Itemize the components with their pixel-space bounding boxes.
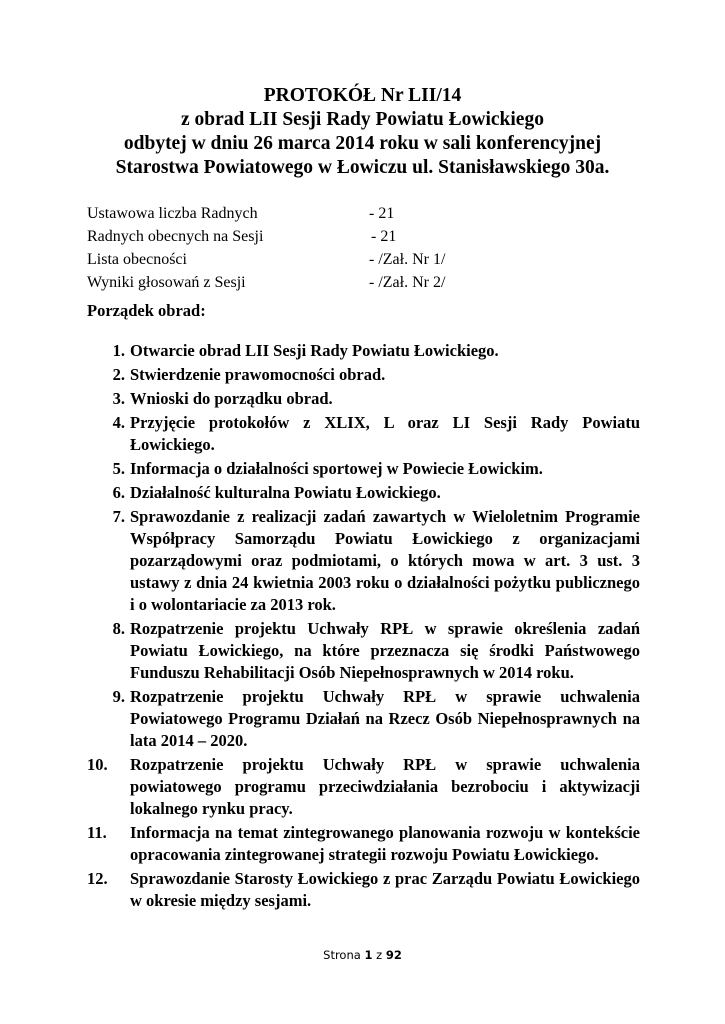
footer-middle: z — [376, 948, 383, 962]
agenda-item — [87, 482, 640, 504]
agenda-item-text: Informacja o działalności sportowej w Powiecie Łowickim. — [130, 459, 543, 478]
agenda-item — [87, 506, 640, 616]
info-label: Wyniki głosowań z Sesji — [87, 274, 246, 291]
footer-total-pages: 92 — [385, 948, 402, 962]
agenda-item-number: 12. — [87, 869, 108, 888]
agenda-item-number: 9. — [112, 687, 125, 706]
agenda-item-text: Wnioski do porządku obrad. — [130, 389, 333, 408]
agenda-item — [87, 388, 640, 410]
agenda-item-text: Przyjęcie protokołów z XLIX, L oraz LI Sesji Rady Powiatu Łowickiego. — [130, 413, 640, 454]
agenda-item — [87, 412, 640, 456]
agenda-item-text: Sprawozdanie Starosty Łowickiego z prac Zarządu Powiatu Łowickiego w okresie między sesjami. — [130, 869, 640, 910]
agenda-item — [87, 754, 640, 820]
agenda-item-text: Otwarcie obrad LII Sesji Rady Powiatu Łowickiego. — [130, 341, 499, 360]
document-title — [60, 84, 665, 180]
info-label: Ustawowa liczba Radnych — [87, 205, 258, 222]
title-line-2: z obrad LII Sesji Rady Powiatu Łowickiego — [181, 109, 544, 130]
agenda-item — [87, 364, 640, 386]
agenda-heading: Porządek obrad: — [87, 301, 206, 320]
agenda-item-number: 5. — [112, 459, 125, 478]
agenda-item-number: 4. — [112, 413, 125, 432]
info-value: - /Zał. Nr 1/ — [369, 251, 446, 268]
agenda-item — [87, 686, 640, 752]
agenda-item-number: 10. — [87, 755, 108, 774]
agenda-item — [87, 340, 640, 362]
agenda-item-number: 1. — [112, 341, 125, 360]
info-label: Lista obecności — [87, 251, 187, 268]
agenda-item-text: Rozpatrzenie projektu Uchwały RPŁ w sprawie określenia zadań Powiatu Łowickiego, na które przeznacza się środki Państwowego Funduszu Rehabilitacji Osób Niepełnosprawnych w 2014 roku. — [130, 619, 640, 682]
footer-prefix: Strona — [323, 948, 361, 962]
agenda-item — [87, 618, 640, 684]
title-line-4: Starostwa Powiatowego w Łowiczu ul. Stanisławskiego 30a. — [115, 157, 610, 178]
agenda-item-text: Rozpatrzenie projektu Uchwały RPŁ w sprawie uchwalenia powiatowego programu przeciwdziałania bezrobociu i aktywizacji lokalnego rynku pracy. — [130, 755, 640, 818]
info-value: - 21 — [371, 228, 397, 245]
title-line-3: odbytej w dniu 26 marca 2014 roku w sali konferencyjnej — [123, 133, 602, 154]
info-value: - 21 — [369, 205, 395, 222]
agenda-list — [87, 340, 640, 914]
agenda-item-number: 6. — [112, 483, 125, 502]
agenda-item — [87, 868, 640, 912]
info-label: Radnych obecnych na Sesji — [87, 228, 264, 245]
agenda-item-number: 7. — [112, 507, 125, 526]
agenda-item-text: Stwierdzenie prawomocności obrad. — [130, 365, 386, 384]
title-line-1: PROTOKÓŁ Nr LII/14 — [263, 85, 462, 106]
agenda-item-text: Sprawozdanie z realizacji zadań zawartych w Wieloletnim Programie Współpracy Samorządu Powiatu Łowickiego z organizacjami pozarządowymi oraz podmiotami, o których mowa w art. 3 ust. 3 ustawy z dnia 24 kwietnia 2003 roku o działalności pożytku publicznego i o wolontariacie za 2013 rok. — [130, 507, 640, 614]
agenda-item-number: 8. — [112, 619, 125, 638]
footer-page-number: 1 — [364, 948, 373, 962]
page-footer — [0, 948, 725, 962]
agenda-item-number: 11. — [87, 823, 107, 842]
info-value: - /Zał. Nr 2/ — [369, 274, 446, 291]
agenda-item-text: Rozpatrzenie projektu Uchwały RPŁ w sprawie uchwalenia Powiatowego Programu Działań na Rzecz Osób Niepełnosprawnych na lata 2014 – 2020. — [130, 687, 640, 750]
agenda-item-number: 2. — [112, 365, 125, 384]
agenda-item-text: Działalność kulturalna Powiatu Łowickiego. — [130, 483, 441, 502]
agenda-item — [87, 822, 640, 866]
agenda-item — [87, 458, 640, 480]
agenda-item-number: 3. — [112, 389, 125, 408]
agenda-item-text: Informacja na temat zintegrowanego planowania rozwoju w kontekście opracowania zintegrowanej strategii rozwoju Powiatu Łowickiego. — [130, 823, 640, 864]
